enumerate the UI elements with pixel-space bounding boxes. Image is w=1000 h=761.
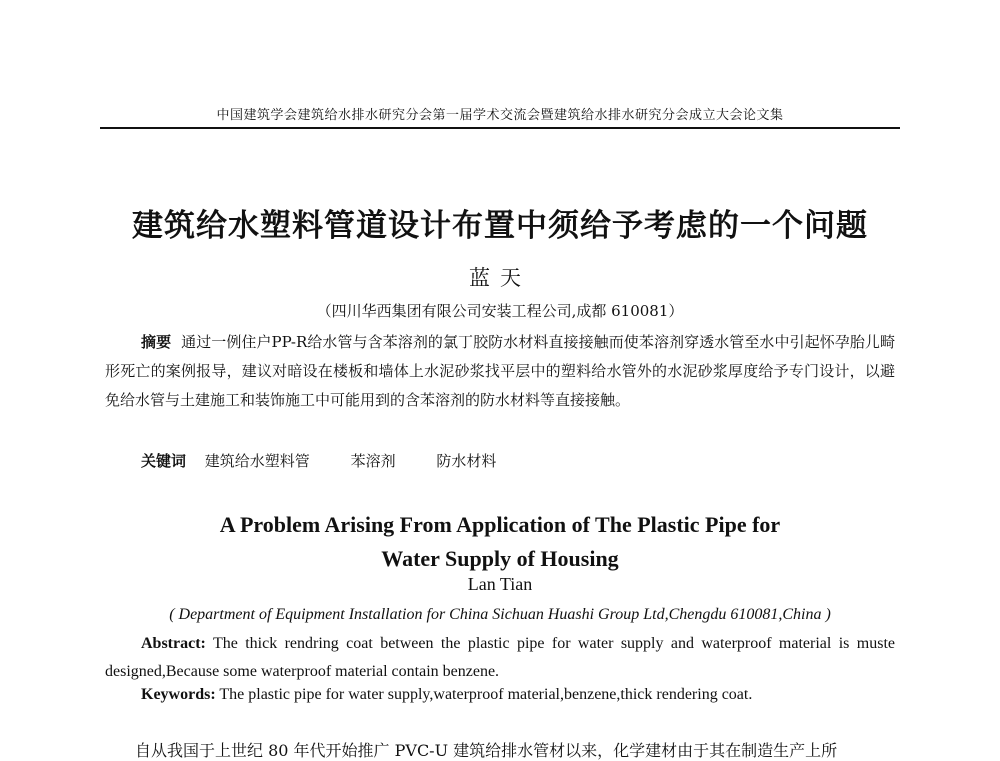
english-title-line-2: Water Supply of Housing: [381, 546, 619, 571]
english-title: [0, 508, 1000, 576]
chinese-keywords: [141, 450, 532, 471]
chinese-abstract-text: 通过一例住户PP-R给水管与含苯溶剂的氯丁胶防水材料直接接触而使苯溶剂穿透水管至水中引起怀孕胎儿畸形死亡的案例报导，建议对暗设在楼板和墙体上水泥砂浆找平层中的塑料给水管外的水泥砂浆厚度给予专门设计，以避免给水管与土建施工和装饰施工中可能用到的含苯溶剂的防水材料等直接接触。: [105, 333, 895, 409]
english-abstract-label: Abstract:: [141, 635, 206, 652]
body-first-line: 自从我国于上世纪 80 年代开始推广 PVC-U 建筑给排水管材以来，化学建材由于其在制造生产上所: [135, 741, 838, 760]
english-abstract-text: The thick rendring coat between the plastic pipe for water supply and waterproof material is muste designed,Because some waterproof material contain benzene.: [105, 635, 895, 680]
header-rule: [100, 127, 900, 129]
running-head: 中国建筑学会建筑给水排水研究分会第一届学术交流会暨建筑给水排水研究分会成立大会论文集: [216, 108, 784, 123]
english-keywords-label: Keywords:: [141, 686, 216, 703]
chinese-affiliation: （四川华西集团有限公司安装工程公司,成都 610081）: [316, 302, 684, 320]
chinese-keyword: 防水材料: [436, 452, 497, 470]
chinese-title: 建筑给水塑料管道设计布置中须给予考虑的一个问题: [132, 208, 868, 244]
chinese-abstract-label: 摘要: [141, 333, 172, 351]
chinese-abstract: [105, 328, 895, 415]
chinese-author: 蓝天: [469, 266, 531, 290]
chinese-keywords-label: 关键词: [141, 452, 187, 470]
english-abstract: [105, 630, 895, 686]
english-title-line-1: A Problem Arising From Application of The Plastic Pipe for: [219, 512, 781, 537]
english-keywords: [141, 686, 752, 704]
english-affiliation: ( Department of Equipment Installation for China Sichuan Huashi Group Ltd,Chengdu 610081,China ): [169, 606, 831, 623]
english-author: Lan Tian: [467, 574, 533, 594]
chinese-keyword: 建筑给水塑料管: [204, 452, 310, 470]
chinese-keyword: 苯溶剂: [350, 452, 396, 470]
english-keywords-text: The plastic pipe for water supply,waterproof material,benzene,thick rendering coat.: [219, 686, 753, 703]
